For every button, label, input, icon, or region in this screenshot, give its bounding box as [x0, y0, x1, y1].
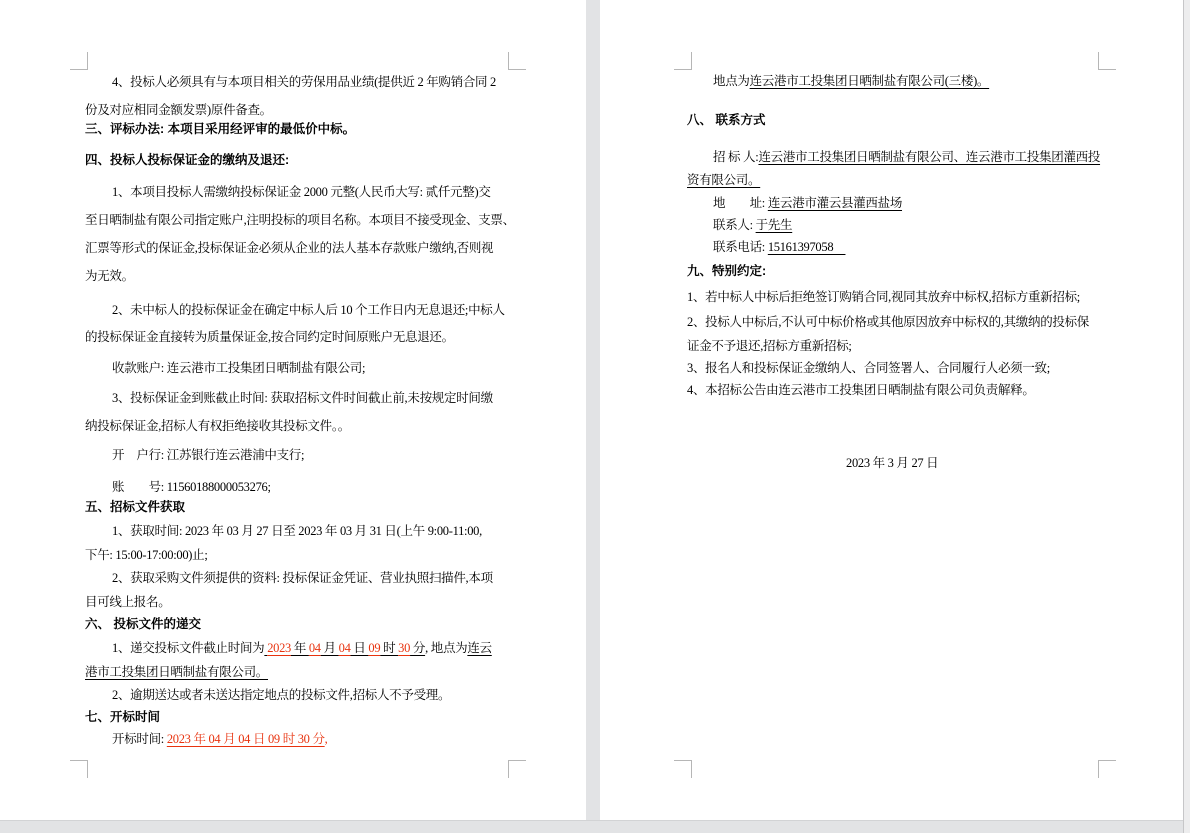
text-segment: 地 址:	[713, 196, 768, 210]
section-heading	[85, 709, 160, 725]
page-gutter	[586, 0, 600, 820]
text-segment: 七、开标时间	[85, 710, 161, 724]
text-segment: 开标时间:	[112, 732, 167, 746]
text-segment: 八、 联系方式	[687, 113, 766, 127]
text-segment: 六、 投标文件的递交	[85, 617, 201, 631]
text-line	[112, 687, 450, 703]
text-segment: 三、评标办法: 本项目采用经评审的最低价中标。	[85, 122, 356, 136]
text-segment: 日	[350, 641, 369, 655]
text-segment: 招 标 人:	[713, 150, 759, 164]
text-line	[112, 74, 496, 90]
text-line	[85, 418, 350, 434]
text-segment: 四、投标人投标保证金的缴纳及退还:	[85, 153, 290, 167]
text-segment: 时	[380, 641, 399, 655]
text-segment: 2、逾期送达或者未送达指定地点的投标文件,招标人不予受理。	[112, 688, 451, 702]
text-segment: 五、招标文件获取	[85, 500, 186, 514]
text-segment: 至日晒制盐有限公司指定账户,注明投标的项目名称。本项目不接受现金、支票、	[85, 213, 515, 227]
text-segment: 4、投标人必须具有与本项目相关的劳保用品业绩(提供近 2 年购销合同 2	[112, 75, 496, 89]
text-segment: 2023	[267, 641, 291, 655]
text-line	[846, 455, 938, 471]
text-segment: 账 号: 11560188000053276;	[112, 480, 271, 494]
text-line	[112, 447, 304, 463]
text-segment: 开 户行: 江苏银行连云港浦中支行;	[112, 448, 305, 462]
text-segment: 连云港市工投集团日晒制盐有限公司(三楼)。	[749, 74, 990, 88]
text-line	[85, 268, 134, 284]
text-segment: 04	[338, 641, 351, 655]
text-segment: 地点为	[713, 74, 750, 88]
text-segment: 15161397058	[767, 240, 846, 254]
text-line	[112, 302, 505, 318]
text-line	[112, 184, 491, 200]
margin-crop-mark	[70, 52, 88, 70]
text-segment: 2、投标人中标后,不认可中标价格或其他原因放弃中标权的,其缴纳的投标保	[687, 315, 1090, 329]
text-line	[85, 664, 268, 680]
text-segment: 年	[291, 641, 309, 655]
text-line	[687, 289, 1080, 305]
margin-crop-mark	[508, 52, 526, 70]
text-segment: 1、本项目投标人需缴纳投标保证金 2000 元整(人民币大写: 贰仟元整)交	[112, 185, 491, 199]
text-segment: 分	[410, 641, 426, 655]
margin-crop-mark	[674, 52, 692, 70]
text-line	[713, 149, 1100, 165]
text-segment: 的投标保证金直接转为质量保证金,按合同约定时间原账户无息退还。	[85, 330, 454, 344]
text-line	[85, 212, 515, 228]
text-segment: 于先生	[755, 218, 793, 232]
text-segment: 连云港市灌云县灌西盐场	[767, 196, 903, 210]
text-segment: 2、获取采购文件须提供的资料: 投标保证金凭证、营业执照扫描件,本项	[112, 571, 493, 585]
section-heading	[85, 121, 355, 137]
text-line	[85, 329, 454, 345]
text-segment: 连云港市工投集团日晒制盐有限公司、连云港市工投集团灌西投	[758, 150, 1101, 164]
text-line	[112, 731, 327, 747]
text-line	[112, 523, 482, 539]
text-segment: 资有限公司。	[687, 173, 761, 187]
section-heading	[687, 112, 765, 128]
text-line	[85, 240, 493, 256]
section-heading	[85, 616, 201, 632]
text-line	[713, 239, 845, 255]
text-line	[112, 360, 365, 376]
text-segment: 3、报名人和投标保证金缴纳人、合同签署人、合同履行人必须一致;	[687, 361, 1050, 375]
text-segment: 30	[398, 641, 411, 655]
text-line	[713, 195, 902, 211]
viewport-bottom-edge	[0, 820, 1190, 833]
section-heading	[85, 152, 289, 168]
text-line	[112, 390, 493, 406]
text-segment: 4、本招标公告由连云港市工投集团日晒制盐有限公司负责解释。	[687, 383, 1035, 397]
text-segment: 1、若中标人中标后拒绝签订购销合同,视同其放弃中标权,招标方重新招标;	[687, 290, 1080, 304]
text-line	[687, 172, 760, 188]
text-segment: 2023 年 3 月 27 日	[846, 456, 939, 470]
text-segment: ,	[324, 732, 328, 746]
text-segment: 1、递交投标文件截止时间为	[112, 641, 265, 655]
margin-crop-mark	[1098, 52, 1116, 70]
text-segment: 下午: 15:00-17:00:00)止;	[85, 548, 208, 562]
text-line	[687, 382, 1035, 398]
text-segment: 2023 年 04 月 04 日 09 时 30 分	[166, 732, 325, 746]
text-segment: 04	[308, 641, 321, 655]
text-line	[85, 594, 170, 610]
text-segment: 月	[320, 641, 339, 655]
text-segment: 为无效。	[85, 269, 134, 283]
text-segment: 联系人:	[713, 218, 756, 232]
text-line	[687, 314, 1089, 330]
margin-crop-mark	[70, 760, 88, 778]
section-heading	[85, 499, 185, 515]
text-line	[85, 102, 272, 118]
text-line	[687, 338, 852, 354]
text-segment: 九、特别约定:	[687, 264, 767, 278]
text-line	[85, 547, 208, 563]
text-segment: 3、投标保证金到账截止时间: 获取招标文件时间截止前,未按规定时间缴	[112, 391, 493, 405]
text-segment: 汇票等形式的保证金,投标保证金必须从企业的法人基本存款账户缴纳,否则视	[85, 241, 494, 255]
text-line	[713, 217, 792, 233]
text-segment: 联系电话:	[713, 240, 768, 254]
text-segment: 份及对应相同金额发票)原件备查。	[85, 103, 272, 117]
text-segment: 1、获取时间: 2023 年 03 月 27 日至 2023 年 03 月 31 日(上午 9:00-11:00,	[112, 524, 482, 538]
text-segment: 纳投标保证金,招标人有权拒绝接收其投标文件。。	[85, 419, 350, 433]
page-2[interactable]	[600, 0, 1183, 820]
section-heading	[687, 263, 766, 279]
margin-crop-mark	[508, 760, 526, 778]
margin-crop-mark	[674, 760, 692, 778]
text-line	[713, 73, 989, 89]
scrollbar-track[interactable]	[1183, 0, 1190, 833]
text-line	[112, 479, 271, 495]
text-segment: 收款账户: 连云港市工投集团日晒制盐有限公司;	[112, 361, 366, 375]
text-line	[112, 640, 492, 656]
text-line	[687, 360, 1050, 376]
text-segment: 连云	[467, 641, 492, 655]
text-segment: 目可线上报名。	[85, 595, 171, 609]
page-1[interactable]	[0, 0, 586, 820]
margin-crop-mark	[1098, 760, 1116, 778]
text-segment: 证金不予退还,招标方重新招标;	[687, 339, 852, 353]
text-segment: 港市工投集团日晒制盐有限公司。	[85, 665, 269, 679]
text-segment: , 地点为	[425, 641, 468, 655]
text-segment: 09	[368, 641, 381, 655]
text-segment: 2、未中标人的投标保证金在确定中标人后 10 个工作日内无息退还;中标人	[112, 303, 505, 317]
text-line	[112, 570, 493, 586]
